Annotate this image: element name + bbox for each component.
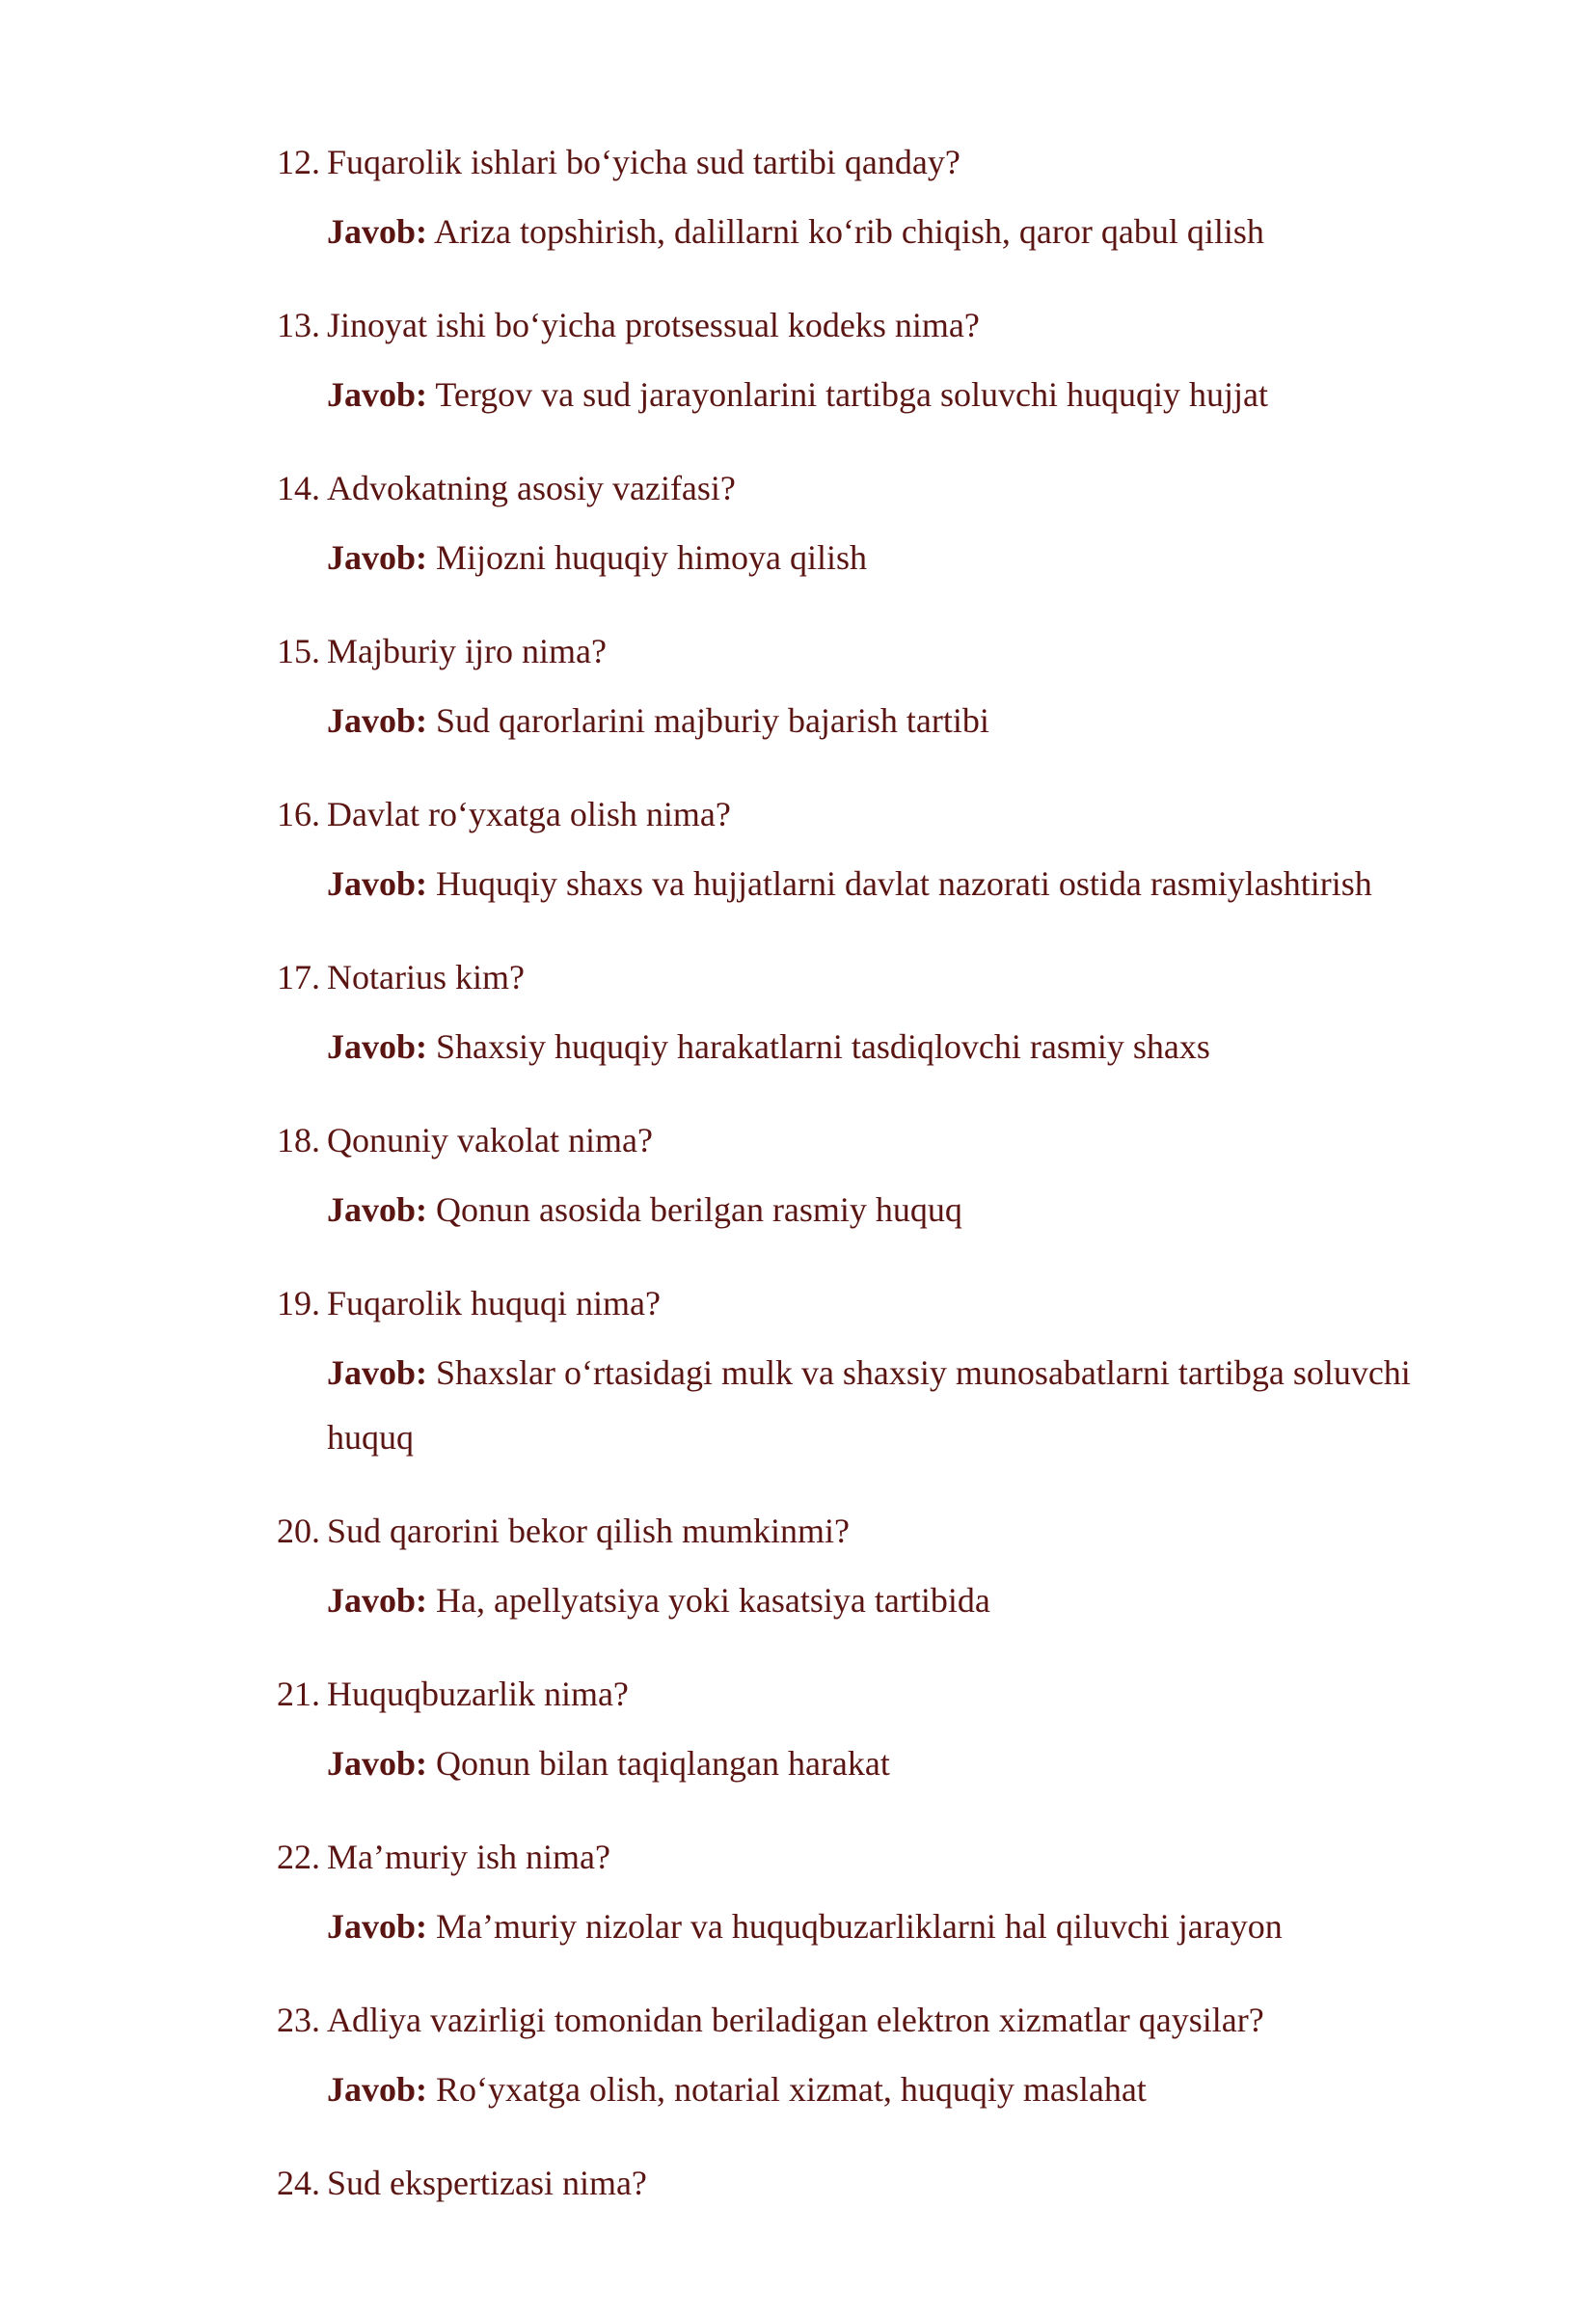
answer-text: Ma’muriy nizolar va huquqbuzarliklarni hal qiluvchi jarayon — [436, 1907, 1283, 1946]
answer — [327, 1341, 1417, 1470]
question-text: Ma’muriy ish nima? — [327, 1838, 610, 1876]
question-number: 24. — [277, 2164, 320, 2202]
question-number: 21. — [277, 1675, 320, 1713]
question-number: 19. — [277, 1284, 320, 1322]
question-number: 22. — [277, 1838, 320, 1876]
qa-item — [277, 622, 1492, 785]
question — [277, 1991, 1492, 2049]
answer-label: Javob: — [327, 1744, 428, 1783]
answer — [327, 1568, 1484, 1633]
question-text: Jinoyat ishi bo‘yicha protsessual kodeks nima? — [327, 306, 980, 344]
question-text: Adliya vazirligi tomonidan beriladigan elektron xizmatlar qaysilar? — [327, 2001, 1264, 2039]
answer — [327, 2058, 1484, 2122]
question — [277, 948, 1492, 1006]
answer — [327, 1894, 1484, 1959]
answer-label: Javob: — [327, 864, 428, 903]
question — [277, 1828, 1492, 1886]
answer-label: Javob: — [327, 375, 428, 414]
qa-item — [277, 1991, 1492, 2154]
answer-text: Shaxslar o‘rtasidagi mulk va shaxsiy munosabatlarni tartibga soluvchi huquq — [327, 1353, 1411, 1457]
question-text: Majburiy ijro nima? — [327, 632, 607, 670]
question-number: 14. — [277, 469, 320, 507]
question-number: 15. — [277, 632, 320, 670]
qa-item — [277, 785, 1492, 948]
question-text: Sud ekspertizasi nima? — [327, 2164, 647, 2202]
answer-text: Sud qarorlarini majburiy bajarish tartibi — [436, 701, 989, 740]
question-text: Fuqarolik huquqi nima? — [327, 1284, 661, 1322]
question — [277, 459, 1492, 517]
question-text: Huquqbuzarlik nima? — [327, 1675, 629, 1713]
answer-text: Qonun asosida berilgan rasmiy huquq — [436, 1190, 962, 1229]
question — [277, 296, 1492, 354]
answer-text: Ha, apellyatsiya yoki kasatsiya tartibida — [436, 1581, 990, 1620]
answer — [327, 1178, 1484, 1242]
question-number: 23. — [277, 2001, 320, 2039]
question — [277, 622, 1492, 680]
answer-label: Javob: — [327, 1353, 428, 1392]
answer-label: Javob: — [327, 212, 428, 251]
qa-item — [277, 2154, 1492, 2317]
answer — [327, 1015, 1484, 1079]
question-text: Sud qarorini bekor qilish mumkinmi? — [327, 1512, 850, 1550]
answer — [327, 200, 1484, 264]
answer-text: Ro‘yxatga olish, notarial xizmat, huquqiy maslahat — [436, 2070, 1147, 2109]
qa-item — [277, 296, 1492, 459]
question — [277, 1274, 1492, 1332]
qa-item — [277, 1502, 1492, 1665]
question-number: 13. — [277, 306, 320, 344]
answer-label: Javob: — [327, 2070, 428, 2109]
answer — [327, 363, 1484, 427]
qa-item — [277, 1665, 1492, 1828]
answer-label: Javob: — [327, 538, 428, 577]
answer-label: Javob: — [327, 1027, 428, 1066]
answer-text: Tergov va sud jarayonlarini tartibga soluvchi huquqiy hujjat — [435, 375, 1269, 414]
question-number: 20. — [277, 1512, 320, 1550]
question-text: Davlat ro‘yxatga olish nima? — [327, 795, 731, 833]
answer-text: Shaxsiy huquqiy harakatlarni tasdiqlovchi rasmiy shaxs — [436, 1027, 1210, 1066]
question-text: Qonuniy vakolat nima? — [327, 1121, 653, 1159]
answer-label: Javob: — [327, 701, 428, 740]
answer-text: Ariza topshirish, dalillarni ko‘rib chiqish, qaror qabul qilish — [434, 212, 1264, 251]
answer-text: Huquqiy shaxs va hujjatlarni davlat nazorati ostida rasmiylashtirish — [436, 864, 1372, 903]
answer — [327, 852, 1484, 916]
question-number: 17. — [277, 958, 320, 996]
answer-label: Javob: — [327, 1190, 428, 1229]
question — [277, 785, 1492, 843]
qa-item — [277, 948, 1492, 1111]
qa-item — [277, 1111, 1492, 1274]
answer — [327, 689, 1484, 753]
question-text: Fuqarolik ishlari bo‘yicha sud tartibi qanday? — [327, 143, 960, 181]
question-text: Notarius kim? — [327, 958, 525, 996]
answer-text: Mijozni huquqiy himoya qilish — [436, 538, 868, 577]
qa-item — [277, 133, 1492, 296]
question — [277, 1665, 1492, 1723]
question-number: 18. — [277, 1121, 320, 1159]
qa-list — [277, 133, 1492, 2317]
question — [277, 2154, 1492, 2212]
answer-label: Javob: — [327, 1581, 428, 1620]
question-number: 12. — [277, 143, 320, 181]
qa-item — [277, 1828, 1492, 1991]
question-number: 16. — [277, 795, 320, 833]
answer — [327, 1731, 1484, 1796]
answer-label: Javob: — [327, 1907, 428, 1946]
question — [277, 133, 1492, 191]
answer-text: Qonun bilan taqiqlangan harakat — [436, 1744, 890, 1783]
question-text: Advokatning asosiy vazifasi? — [327, 469, 736, 507]
qa-item — [277, 459, 1492, 622]
answer — [327, 526, 1484, 590]
qa-item — [277, 1274, 1492, 1502]
question — [277, 1111, 1492, 1169]
question — [277, 1502, 1492, 1560]
